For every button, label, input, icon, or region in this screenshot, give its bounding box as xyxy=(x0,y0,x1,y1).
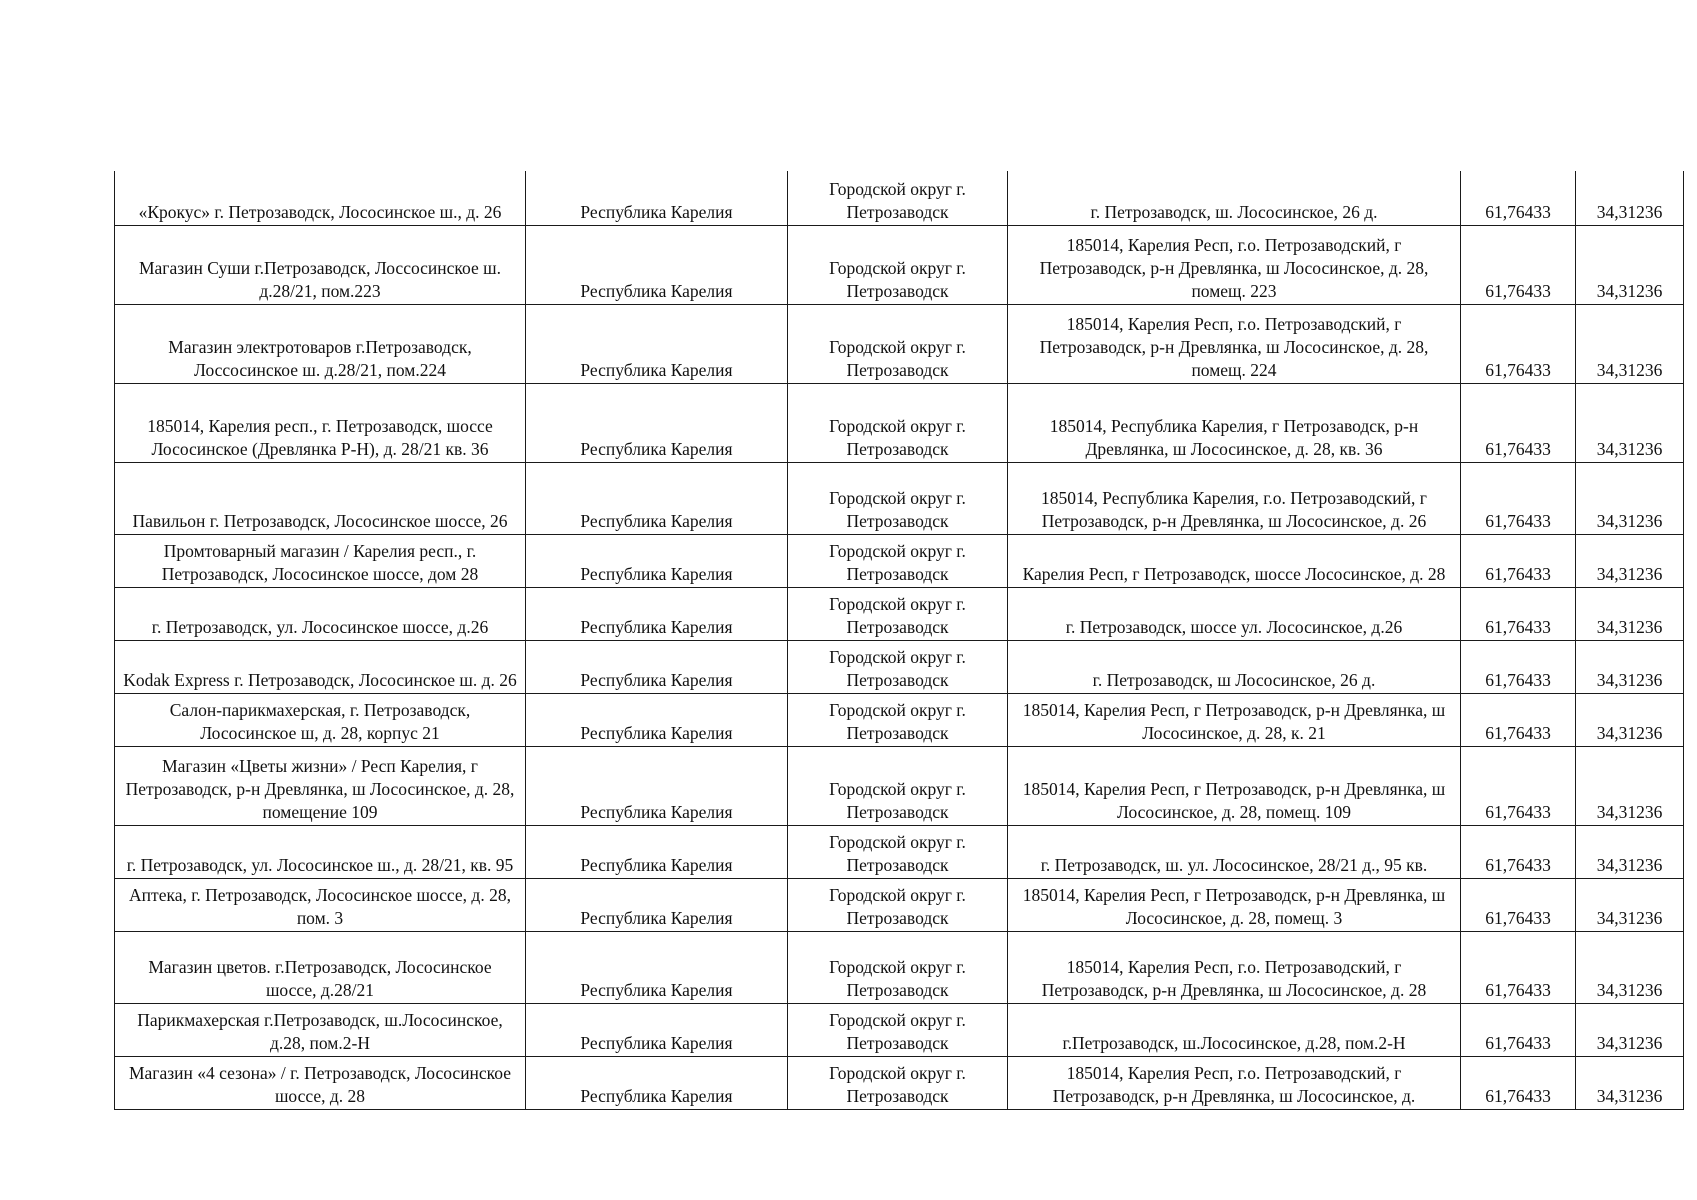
address-cell: г. Петрозаводск, ш. ул. Лососинское, 28/21 д., 95 кв. xyxy=(1008,825,1461,878)
latitude-cell: 61,76433 xyxy=(1461,1003,1576,1056)
table-row xyxy=(115,825,1684,878)
address-cell: 185014, Карелия Респ, г Петрозаводск, р-н Древлянка, ш Лососинское, д. 28, к. 21 xyxy=(1008,693,1461,746)
address-cell: г.Петрозаводск, ш.Лососинское, д.28, пом.2-Н xyxy=(1008,1003,1461,1056)
region-cell: Республика Карелия xyxy=(526,171,788,225)
district-cell: Городской округ г. Петрозаводск xyxy=(788,462,1008,534)
table-row xyxy=(115,1003,1684,1056)
longitude-cell: 34,31236 xyxy=(1576,1003,1684,1056)
address-text: 185014, Карелия Респ, г.о. Петрозаводский, г Петрозаводск, р-н Древлянка, ш Лососинское, д. xyxy=(1052,1062,1416,1106)
district-cell: Городской округ г. Петрозаводск xyxy=(788,534,1008,587)
latitude-cell: 61,76433 xyxy=(1461,640,1576,693)
latitude-cell: 61,76433 xyxy=(1461,587,1576,640)
object-name-cell: Промтоварный магазин / Карелия респ., г. Петрозаводск, Лососинское шоссе, дом 28 xyxy=(115,534,526,587)
address-cell: Карелия Респ, г Петрозаводск, шоссе Лососинское, д. 28 xyxy=(1008,534,1461,587)
object-name-cell: Kodak Express г. Петрозаводск, Лососинское ш. д. 26 xyxy=(115,640,526,693)
region-cell: Республика Карелия xyxy=(526,225,788,304)
latitude-cell: 61,76433 xyxy=(1461,1056,1576,1109)
region-cell: Республика Карелия xyxy=(526,746,788,825)
latitude-cell: 61,76433 xyxy=(1461,825,1576,878)
address-cell: г. Петрозаводск, ш Лососинское, 26 д. xyxy=(1008,640,1461,693)
address-cell: 185014, Карелия Респ, г.о. Петрозаводский, г Петрозаводск, р-н Древлянка, ш Лососинское, д. 28, помещ. 223 xyxy=(1008,225,1461,304)
region-cell: Республика Карелия xyxy=(526,462,788,534)
longitude-cell: 34,31236 xyxy=(1576,304,1684,383)
address-cell: 185014, Карелия Респ, г Петрозаводск, р-н Древлянка, ш Лососинское, д. 28, помещ. 3 xyxy=(1008,878,1461,931)
district-cell: Городской округ г. Петрозаводск xyxy=(788,383,1008,462)
region-cell: Республика Карелия xyxy=(526,1056,788,1109)
table-row xyxy=(115,304,1684,383)
table-row xyxy=(115,878,1684,931)
longitude-cell: 34,31236 xyxy=(1576,462,1684,534)
table-row xyxy=(115,171,1684,225)
latitude-cell: 61,76433 xyxy=(1461,693,1576,746)
latitude-cell: 61,76433 xyxy=(1461,383,1576,462)
latitude-cell: 61,76433 xyxy=(1461,878,1576,931)
table-row xyxy=(115,534,1684,587)
region-cell: Республика Карелия xyxy=(526,878,788,931)
table-row xyxy=(115,693,1684,746)
object-name-cell: г. Петрозаводск, ул. Лососинское шоссе, д.26 xyxy=(115,587,526,640)
object-name-cell: г. Петрозаводск, ул. Лососинское ш., д. 28/21, кв. 95 xyxy=(115,825,526,878)
region-cell: Республика Карелия xyxy=(526,825,788,878)
address-cell: 185014, Республика Карелия, г Петрозаводск, р-н Древлянка, ш Лососинское, д. 28, кв. 36 xyxy=(1008,383,1461,462)
address-cell: 185014, Республика Карелия, г.о. Петрозаводский, г Петрозаводск, р-н Древлянка, ш Лососинское, д. 26 xyxy=(1008,462,1461,534)
address-table-body xyxy=(115,171,1684,1109)
address-cell: 185014, Карелия Респ, г Петрозаводск, р-н Древлянка, ш Лососинское, д. 28, помещ. 109 xyxy=(1008,746,1461,825)
district-cell: Городской округ г. Петрозаводск xyxy=(788,587,1008,640)
table-row xyxy=(115,462,1684,534)
longitude-cell: 34,31236 xyxy=(1576,383,1684,462)
object-name-cell: «Крокус» г. Петрозаводск, Лососинское ш., д. 26 xyxy=(115,171,526,225)
address-table xyxy=(114,171,1684,1110)
table-row xyxy=(115,383,1684,462)
longitude-cell: 34,31236 xyxy=(1576,534,1684,587)
district-cell: Городской округ г. Петрозаводск xyxy=(788,640,1008,693)
region-cell: Республика Карелия xyxy=(526,1003,788,1056)
longitude-cell: 34,31236 xyxy=(1576,878,1684,931)
address-cell: 185014, Карелия Респ, г.о. Петрозаводский, г Петрозаводск, р-н Древлянка, ш Лососинское, д. 28 xyxy=(1008,931,1461,1003)
district-cell: Городской округ г. Петрозаводск xyxy=(788,825,1008,878)
district-cell: Городской округ г. Петрозаводск xyxy=(788,1056,1008,1109)
region-cell: Республика Карелия xyxy=(526,640,788,693)
address-cell xyxy=(1008,1056,1461,1109)
region-cell: Республика Карелия xyxy=(526,587,788,640)
region-cell: Республика Карелия xyxy=(526,383,788,462)
latitude-cell: 61,76433 xyxy=(1461,171,1576,225)
district-cell: Городской округ г. Петрозаводск xyxy=(788,1003,1008,1056)
district-cell: Городской округ г. Петрозаводск xyxy=(788,878,1008,931)
object-name-cell: Магазин цветов. г.Петрозаводск, Лососинское шоссе, д.28/21 xyxy=(115,931,526,1003)
latitude-cell: 61,76433 xyxy=(1461,225,1576,304)
district-cell: Городской округ г. Петрозаводск xyxy=(788,304,1008,383)
object-name-cell: Павильон г. Петрозаводск, Лососинское шоссе, 26 xyxy=(115,462,526,534)
longitude-cell: 34,31236 xyxy=(1576,931,1684,1003)
latitude-cell: 61,76433 xyxy=(1461,462,1576,534)
latitude-cell: 61,76433 xyxy=(1461,931,1576,1003)
longitude-cell: 34,31236 xyxy=(1576,225,1684,304)
longitude-cell: 34,31236 xyxy=(1576,1056,1684,1109)
district-cell: Городской округ г. Петрозаводск xyxy=(788,225,1008,304)
table-row xyxy=(115,640,1684,693)
table-row xyxy=(115,587,1684,640)
longitude-cell: 34,31236 xyxy=(1576,746,1684,825)
address-cell: 185014, Карелия Респ, г.о. Петрозаводский, г Петрозаводск, р-н Древлянка, ш Лососинское, д. 28, помещ. 224 xyxy=(1008,304,1461,383)
object-name-cell: Парикмахерская г.Петрозаводск, ш.Лососинское, д.28, пом.2-Н xyxy=(115,1003,526,1056)
object-name-cell: Магазин «4 сезона» / г. Петрозаводск, Лососинское шоссе, д. 28 xyxy=(115,1056,526,1109)
district-cell: Городской округ г. Петрозаводск xyxy=(788,171,1008,225)
table-row xyxy=(115,746,1684,825)
table-row xyxy=(115,225,1684,304)
table-row xyxy=(115,931,1684,1003)
object-name-cell: 185014, Карелия респ., г. Петрозаводск, шоссе Лососинское (Древлянка Р-Н), д. 28/21 кв. 36 xyxy=(115,383,526,462)
region-cell: Республика Карелия xyxy=(526,693,788,746)
object-name-cell: Салон-парикмахерская, г. Петрозаводск, Лососинское ш, д. 28, корпус 21 xyxy=(115,693,526,746)
object-name-cell: Магазин Суши г.Петрозаводск, Лоссосинское ш. д.28/21, пом.223 xyxy=(115,225,526,304)
longitude-cell: 34,31236 xyxy=(1576,825,1684,878)
latitude-cell: 61,76433 xyxy=(1461,304,1576,383)
region-cell: Республика Карелия xyxy=(526,931,788,1003)
table-row xyxy=(115,1056,1684,1109)
district-cell: Городской округ г. Петрозаводск xyxy=(788,693,1008,746)
address-cell: г. Петрозаводск, ш. Лососинское, 26 д. xyxy=(1008,171,1461,225)
address-cell: г. Петрозаводск, шоссе ул. Лососинское, д.26 xyxy=(1008,587,1461,640)
latitude-cell: 61,76433 xyxy=(1461,746,1576,825)
longitude-cell: 34,31236 xyxy=(1576,640,1684,693)
object-name-cell: Магазин электротоваров г.Петрозаводск, Лоссосинское ш. д.28/21, пом.224 xyxy=(115,304,526,383)
object-name-cell: Аптека, г. Петрозаводск, Лососинское шоссе, д. 28, пом. 3 xyxy=(115,878,526,931)
object-name-cell: Магазин «Цветы жизни» / Респ Карелия, г Петрозаводск, р-н Древлянка, ш Лососинское, д. 28, помещение 109 xyxy=(115,746,526,825)
longitude-cell: 34,31236 xyxy=(1576,587,1684,640)
longitude-cell: 34,31236 xyxy=(1576,693,1684,746)
region-cell: Республика Карелия xyxy=(526,534,788,587)
district-cell: Городской округ г. Петрозаводск xyxy=(788,931,1008,1003)
district-cell: Городской округ г. Петрозаводск xyxy=(788,746,1008,825)
region-cell: Республика Карелия xyxy=(526,304,788,383)
latitude-cell: 61,76433 xyxy=(1461,534,1576,587)
longitude-cell: 34,31236 xyxy=(1576,171,1684,225)
